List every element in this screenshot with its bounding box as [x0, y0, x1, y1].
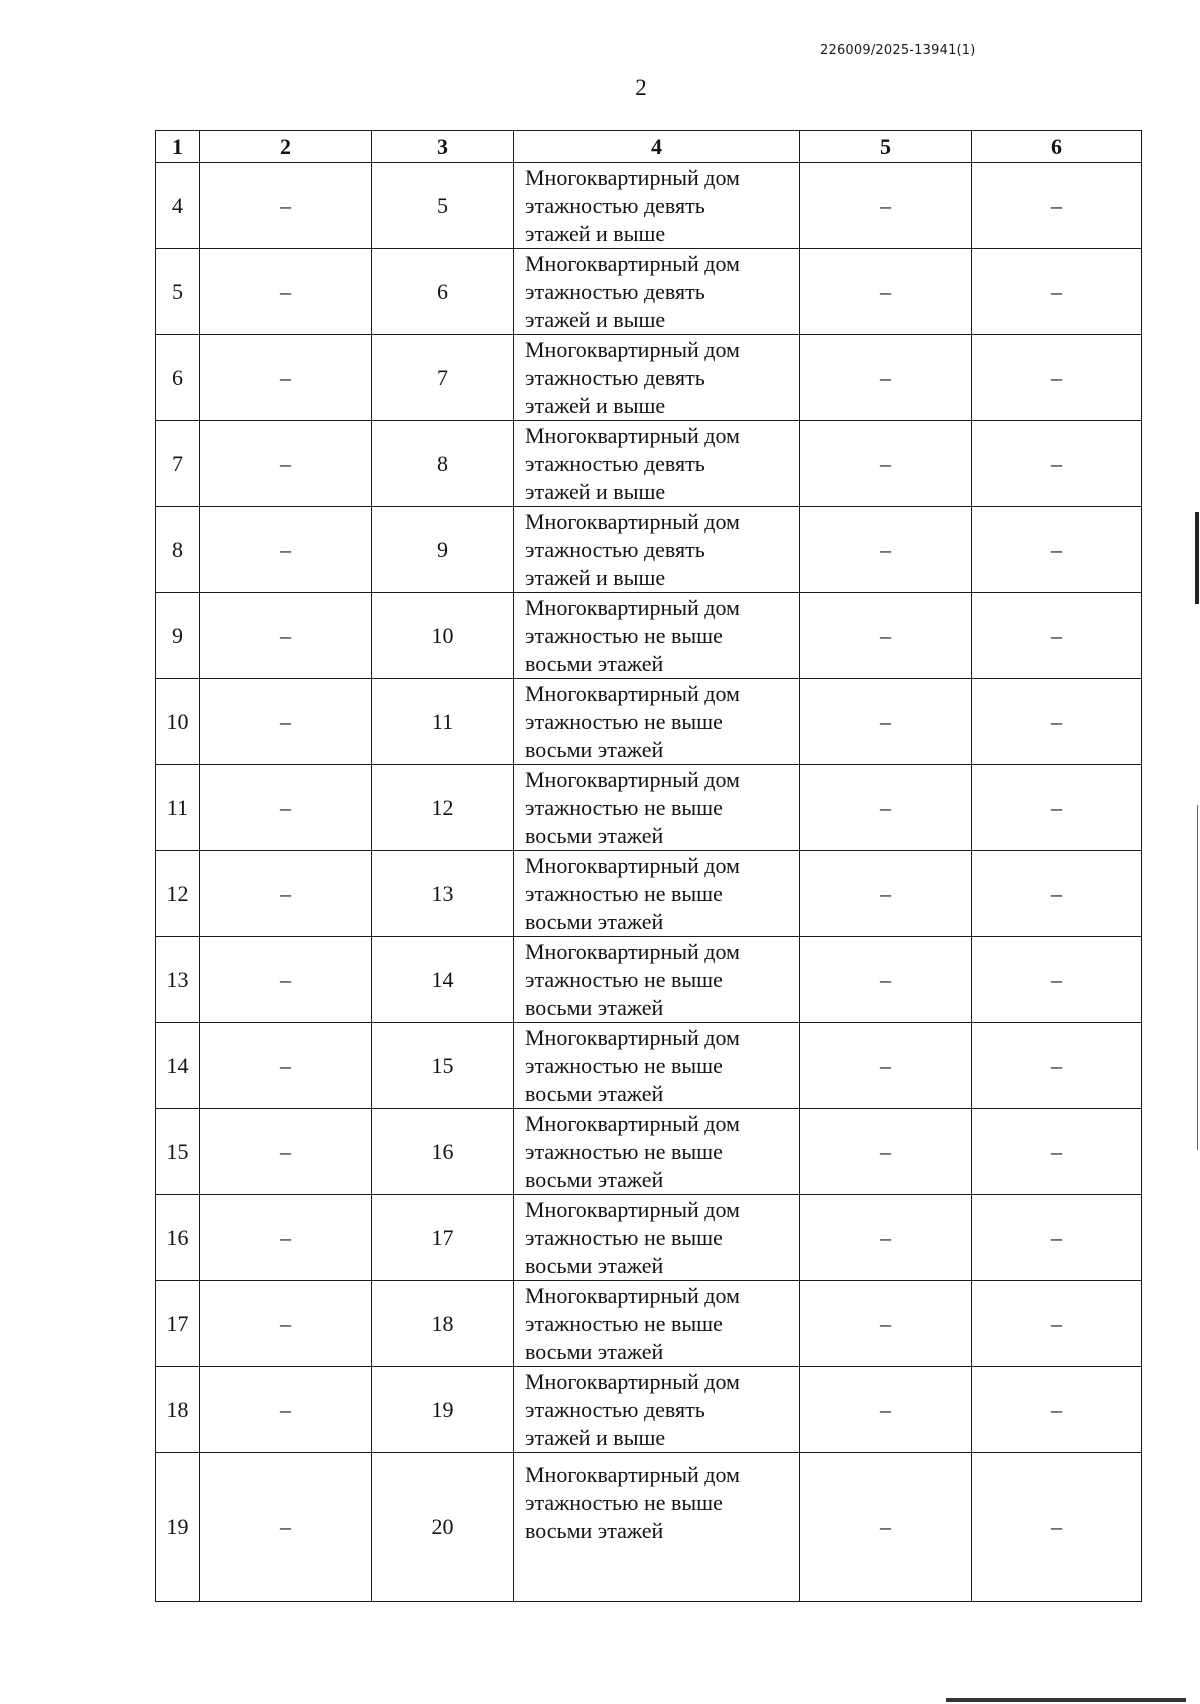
cell-col4-description: Многоквартирный дом этажностью не выше восьми этажей: [514, 765, 800, 851]
column-header-5: 5: [800, 131, 972, 163]
cell-col3: 10: [372, 593, 514, 679]
cell-col4-description: Многоквартирный дом этажностью девять этажей и выше: [514, 1367, 800, 1453]
table-row: [156, 593, 1142, 679]
table-row: [156, 679, 1142, 765]
cell-col2: –: [200, 1367, 372, 1453]
column-header-2: 2: [200, 131, 372, 163]
cell-col1: 13: [156, 937, 200, 1023]
cell-col2: –: [200, 1109, 372, 1195]
cell-col6: –: [972, 1453, 1142, 1602]
table-row: [156, 1453, 1142, 1602]
cell-col4-description: Многоквартирный дом этажностью девять этажей и выше: [514, 335, 800, 421]
cell-col3: 19: [372, 1367, 514, 1453]
cell-col1: 9: [156, 593, 200, 679]
cell-col6: –: [972, 1109, 1142, 1195]
cell-col4-description: Многоквартирный дом этажностью не выше восьми этажей: [514, 1023, 800, 1109]
cell-col3: 20: [372, 1453, 514, 1602]
cell-col1: 4: [156, 163, 200, 249]
column-header-1: 1: [156, 131, 200, 163]
cell-col3: 15: [372, 1023, 514, 1109]
table-row: [156, 163, 1142, 249]
cell-col2: –: [200, 1453, 372, 1602]
cell-col2: –: [200, 421, 372, 507]
cell-col3: 9: [372, 507, 514, 593]
cell-col1: 16: [156, 1195, 200, 1281]
cell-col6: –: [972, 1195, 1142, 1281]
cell-col6: –: [972, 765, 1142, 851]
cell-col3: 12: [372, 765, 514, 851]
cell-col1: 6: [156, 335, 200, 421]
cell-col1: 17: [156, 1281, 200, 1367]
cell-col5: –: [800, 937, 972, 1023]
cell-col2: –: [200, 765, 372, 851]
cell-col3: 13: [372, 851, 514, 937]
cell-col1: 5: [156, 249, 200, 335]
cell-col4-description: Многоквартирный дом этажностью не выше восьми этажей: [514, 1195, 800, 1281]
column-header-6: 6: [972, 131, 1142, 163]
cell-col4-description: Многоквартирный дом этажностью не выше восьми этажей: [514, 1281, 800, 1367]
table-row: [156, 1195, 1142, 1281]
cell-col6: –: [972, 937, 1142, 1023]
cell-col4-description: Многоквартирный дом этажностью не выше восьми этажей: [514, 1109, 800, 1195]
cell-col6: –: [972, 851, 1142, 937]
cell-col5: –: [800, 507, 972, 593]
cell-col5: –: [800, 679, 972, 765]
cell-col4-description: Многоквартирный дом этажностью девять этажей и выше: [514, 163, 800, 249]
cell-col1: 11: [156, 765, 200, 851]
cell-col1: 7: [156, 421, 200, 507]
table-header-row: [156, 131, 1142, 163]
cell-col5: –: [800, 1023, 972, 1109]
cell-col5: –: [800, 1281, 972, 1367]
table-row: [156, 1023, 1142, 1109]
cell-col6: –: [972, 249, 1142, 335]
scan-artifact: [946, 1698, 1186, 1702]
document-reference-number: 226009/2025-13941(1): [820, 43, 976, 58]
cell-col4-description: Многоквартирный дом этажностью не выше восьми этажей: [514, 593, 800, 679]
cell-col2: –: [200, 1023, 372, 1109]
cell-col6: –: [972, 1023, 1142, 1109]
cell-col5: –: [800, 593, 972, 679]
cell-col2: –: [200, 593, 372, 679]
cell-col1: 10: [156, 679, 200, 765]
cell-col3: 11: [372, 679, 514, 765]
cell-col1: 19: [156, 1453, 200, 1602]
cell-col2: –: [200, 163, 372, 249]
table-row: [156, 335, 1142, 421]
cell-col6: –: [972, 1281, 1142, 1367]
cell-col4-description: Многоквартирный дом этажностью не выше восьми этажей: [514, 1453, 800, 1602]
table-row: [156, 937, 1142, 1023]
cell-col1: 15: [156, 1109, 200, 1195]
cell-col5: –: [800, 1195, 972, 1281]
cell-col6: –: [972, 1367, 1142, 1453]
cell-col3: 6: [372, 249, 514, 335]
scan-artifact: [1195, 512, 1199, 604]
data-table: [155, 130, 1142, 1602]
cell-col3: 7: [372, 335, 514, 421]
column-header-3: 3: [372, 131, 514, 163]
cell-col2: –: [200, 1281, 372, 1367]
cell-col6: –: [972, 335, 1142, 421]
cell-col5: –: [800, 335, 972, 421]
cell-col2: –: [200, 335, 372, 421]
scan-artifact: [1197, 805, 1198, 1150]
cell-col5: –: [800, 1109, 972, 1195]
cell-col4-description: Многоквартирный дом этажностью девять этажей и выше: [514, 249, 800, 335]
cell-col6: –: [972, 163, 1142, 249]
table-row: [156, 507, 1142, 593]
cell-col4-description: Многоквартирный дом этажностью не выше восьми этажей: [514, 679, 800, 765]
cell-col2: –: [200, 507, 372, 593]
cell-col5: –: [800, 765, 972, 851]
cell-col3: 17: [372, 1195, 514, 1281]
cell-col3: 16: [372, 1109, 514, 1195]
cell-col5: –: [800, 1453, 972, 1602]
cell-col3: 8: [372, 421, 514, 507]
column-header-4: 4: [514, 131, 800, 163]
cell-col5: –: [800, 851, 972, 937]
cell-col5: –: [800, 163, 972, 249]
cell-col6: –: [972, 593, 1142, 679]
table-row: [156, 1281, 1142, 1367]
table-row: [156, 1109, 1142, 1195]
cell-col1: 12: [156, 851, 200, 937]
cell-col1: 18: [156, 1367, 200, 1453]
cell-col6: –: [972, 679, 1142, 765]
cell-col5: –: [800, 249, 972, 335]
cell-col3: 5: [372, 163, 514, 249]
cell-col4-description: Многоквартирный дом этажностью не выше восьми этажей: [514, 937, 800, 1023]
cell-col1: 8: [156, 507, 200, 593]
cell-col3: 18: [372, 1281, 514, 1367]
cell-col6: –: [972, 507, 1142, 593]
cell-col2: –: [200, 1195, 372, 1281]
cell-col5: –: [800, 1367, 972, 1453]
page-number: 2: [635, 75, 647, 100]
cell-col4-description: Многоквартирный дом этажностью не выше восьми этажей: [514, 851, 800, 937]
cell-col4-description: Многоквартирный дом этажностью девять этажей и выше: [514, 421, 800, 507]
cell-col1: 14: [156, 1023, 200, 1109]
cell-col2: –: [200, 249, 372, 335]
cell-col3: 14: [372, 937, 514, 1023]
cell-col5: –: [800, 421, 972, 507]
cell-col6: –: [972, 421, 1142, 507]
cell-col2: –: [200, 937, 372, 1023]
cell-col2: –: [200, 679, 372, 765]
table-row: [156, 1367, 1142, 1453]
table-row: [156, 249, 1142, 335]
cell-col4-description: Многоквартирный дом этажностью девять этажей и выше: [514, 507, 800, 593]
table-row: [156, 765, 1142, 851]
table-row: [156, 421, 1142, 507]
table-row: [156, 851, 1142, 937]
cell-col2: –: [200, 851, 372, 937]
